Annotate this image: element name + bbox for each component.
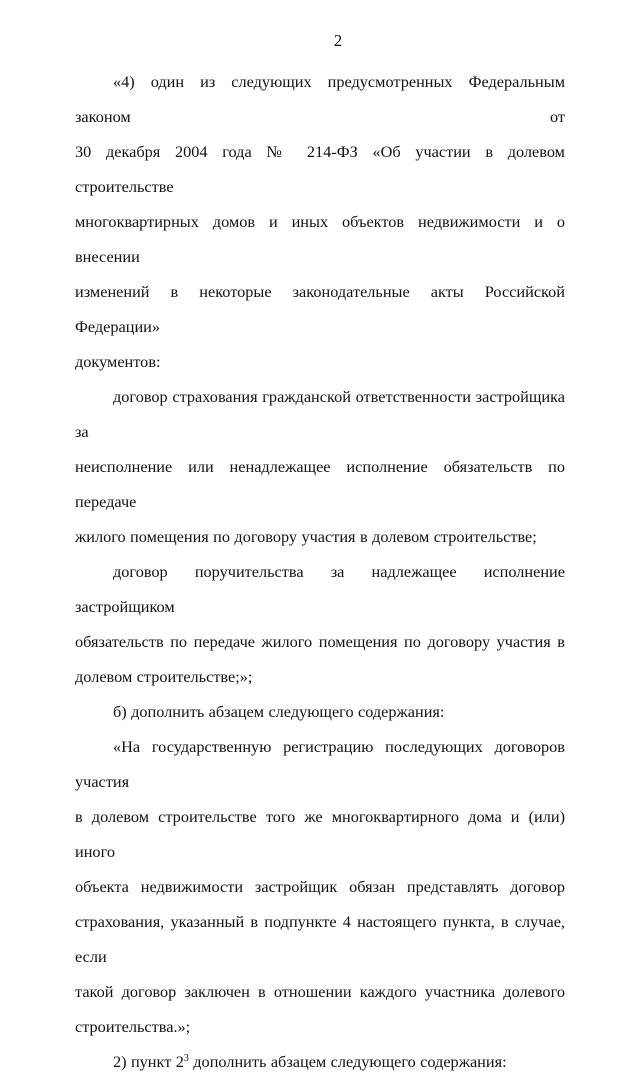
paragraph <box>75 64 565 379</box>
text-line: объекта недвижимости застройщик обязан представлять договор <box>75 877 565 896</box>
text-segment: 2) пункт 2 <box>113 1052 184 1071</box>
text-line: договор поручительства за надлежащее исполнение застройщиком <box>75 562 565 616</box>
paragraph <box>75 1044 565 1079</box>
text-line <box>75 1044 565 1079</box>
paragraph <box>75 694 565 729</box>
page-number: 2 <box>333 31 343 50</box>
text-line: в долевом строительстве того же многоквартирного дома и (или) иного <box>75 807 565 861</box>
text-line: «4) один из следующих предусмотренных Федеральным законом от <box>75 72 565 126</box>
text-line: обязательств по передаче жилого помещения по договору участия в <box>75 632 565 651</box>
text-line: «На государственную регистрацию последующих договоров участия <box>75 737 565 791</box>
document-body <box>75 64 565 1079</box>
text-line: документов: <box>75 352 161 371</box>
text-line: неисполнение или ненадлежащее исполнение обязательств по передаче <box>75 457 565 511</box>
text-line: долевом строительстве;»; <box>75 667 253 686</box>
text-line: жилого помещения по договору участия в долевом строительстве; <box>75 527 537 546</box>
superscript: 3 <box>183 1053 189 1064</box>
text-line: такой договор заключен в отношении каждого участника долевого <box>75 982 565 1001</box>
paragraph <box>75 554 565 694</box>
text-line: строительства.»; <box>75 1017 191 1036</box>
text-segment: дополнить абзацем следующего содержания: <box>188 1052 507 1071</box>
text-line: изменений в некоторые законодательные акты Российской Федерации» <box>75 282 565 336</box>
text-line: договор страхования гражданской ответственности застройщика за <box>75 387 565 441</box>
text-line: б) дополнить абзацем следующего содержания: <box>113 702 445 721</box>
paragraph <box>75 729 565 1044</box>
paragraph <box>75 379 565 554</box>
text-line: многоквартирных домов и иных объектов недвижимости и о внесении <box>75 212 565 266</box>
text-line: 30 декабря 2004 года № 214-ФЗ «Об участии в долевом строительстве <box>75 142 565 196</box>
text-line: страхования, указанный в подпункте 4 настоящего пункта, в случае, если <box>75 912 565 966</box>
